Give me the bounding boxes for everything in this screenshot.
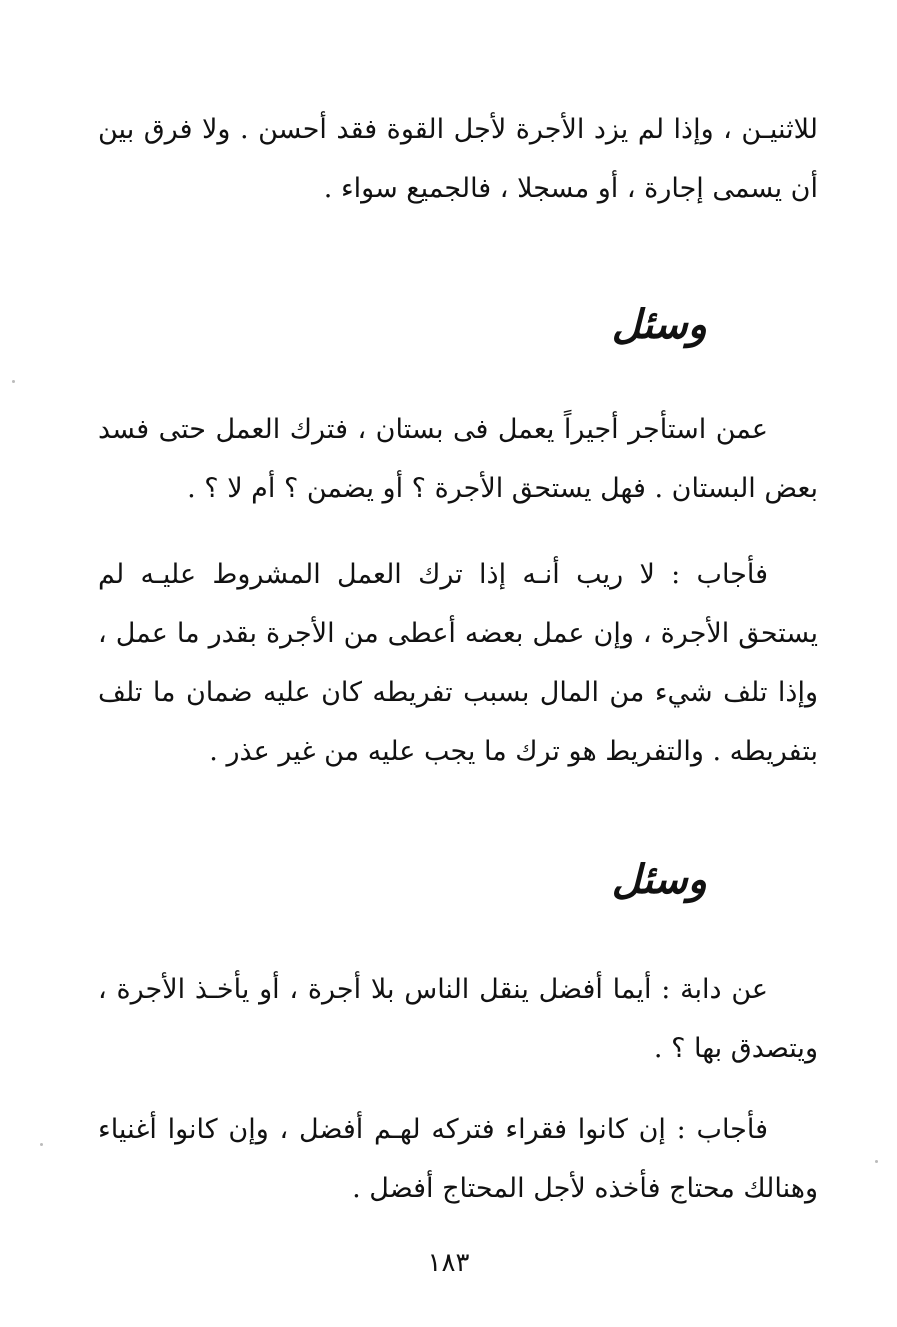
question-1 [98, 400, 818, 518]
paragraph-1-text: للاثنيـن ، وإذا لم يزد الأجرة لأجل القوة فقد أحسن . ولا فرق بين أن يسمى إجارة ، أو مسجلا ، فالجميع سواء . [98, 114, 818, 204]
question-2-text: عن دابة : أيما أفضل ينقل الناس بلا أجرة ، أو يأخـذ الأجرة ، ويتصدق بها ؟ . [98, 974, 818, 1064]
paragraph-1 [98, 100, 818, 218]
question-2 [98, 960, 818, 1078]
scan-speck [40, 1143, 43, 1146]
page-number: ١٨٣ [427, 1248, 470, 1278]
answer-2-text: فأجاب : إن كانوا فقراء فتركه لهـم أفضل ، وإن كانوا أغنياء وهنالك محتاج فأخذه لأجل المحتاج أفضل . [98, 1114, 818, 1204]
section-heading-2: وسئل [611, 856, 707, 903]
question-1-text: عمن استأجر أجيراً يعمل فى بستان ، فترك العمل حتى فسد بعض البستان . فهل يستحق الأجرة ؟ أو يضمن ؟ أم لا ؟ . [98, 414, 818, 504]
scan-speck [875, 1160, 878, 1163]
answer-1 [98, 545, 818, 781]
answer-1-text: فأجاب : لا ريب أنـه إذا ترك العمل المشروط عليـه لم يستحق الأجرة ، وإن عمل بعضه أعطى من الأجرة بقدر ما عمل ، وإذا تلف شيء من المال بسبب تفريطه كان عليه ضمان ما تلف بتفريطه . والتفريط هو ترك ما يجب عليه من غير عذر . [98, 559, 818, 767]
scan-speck [12, 380, 15, 383]
answer-2 [98, 1100, 818, 1218]
section-heading-1: وسئل [611, 301, 707, 348]
